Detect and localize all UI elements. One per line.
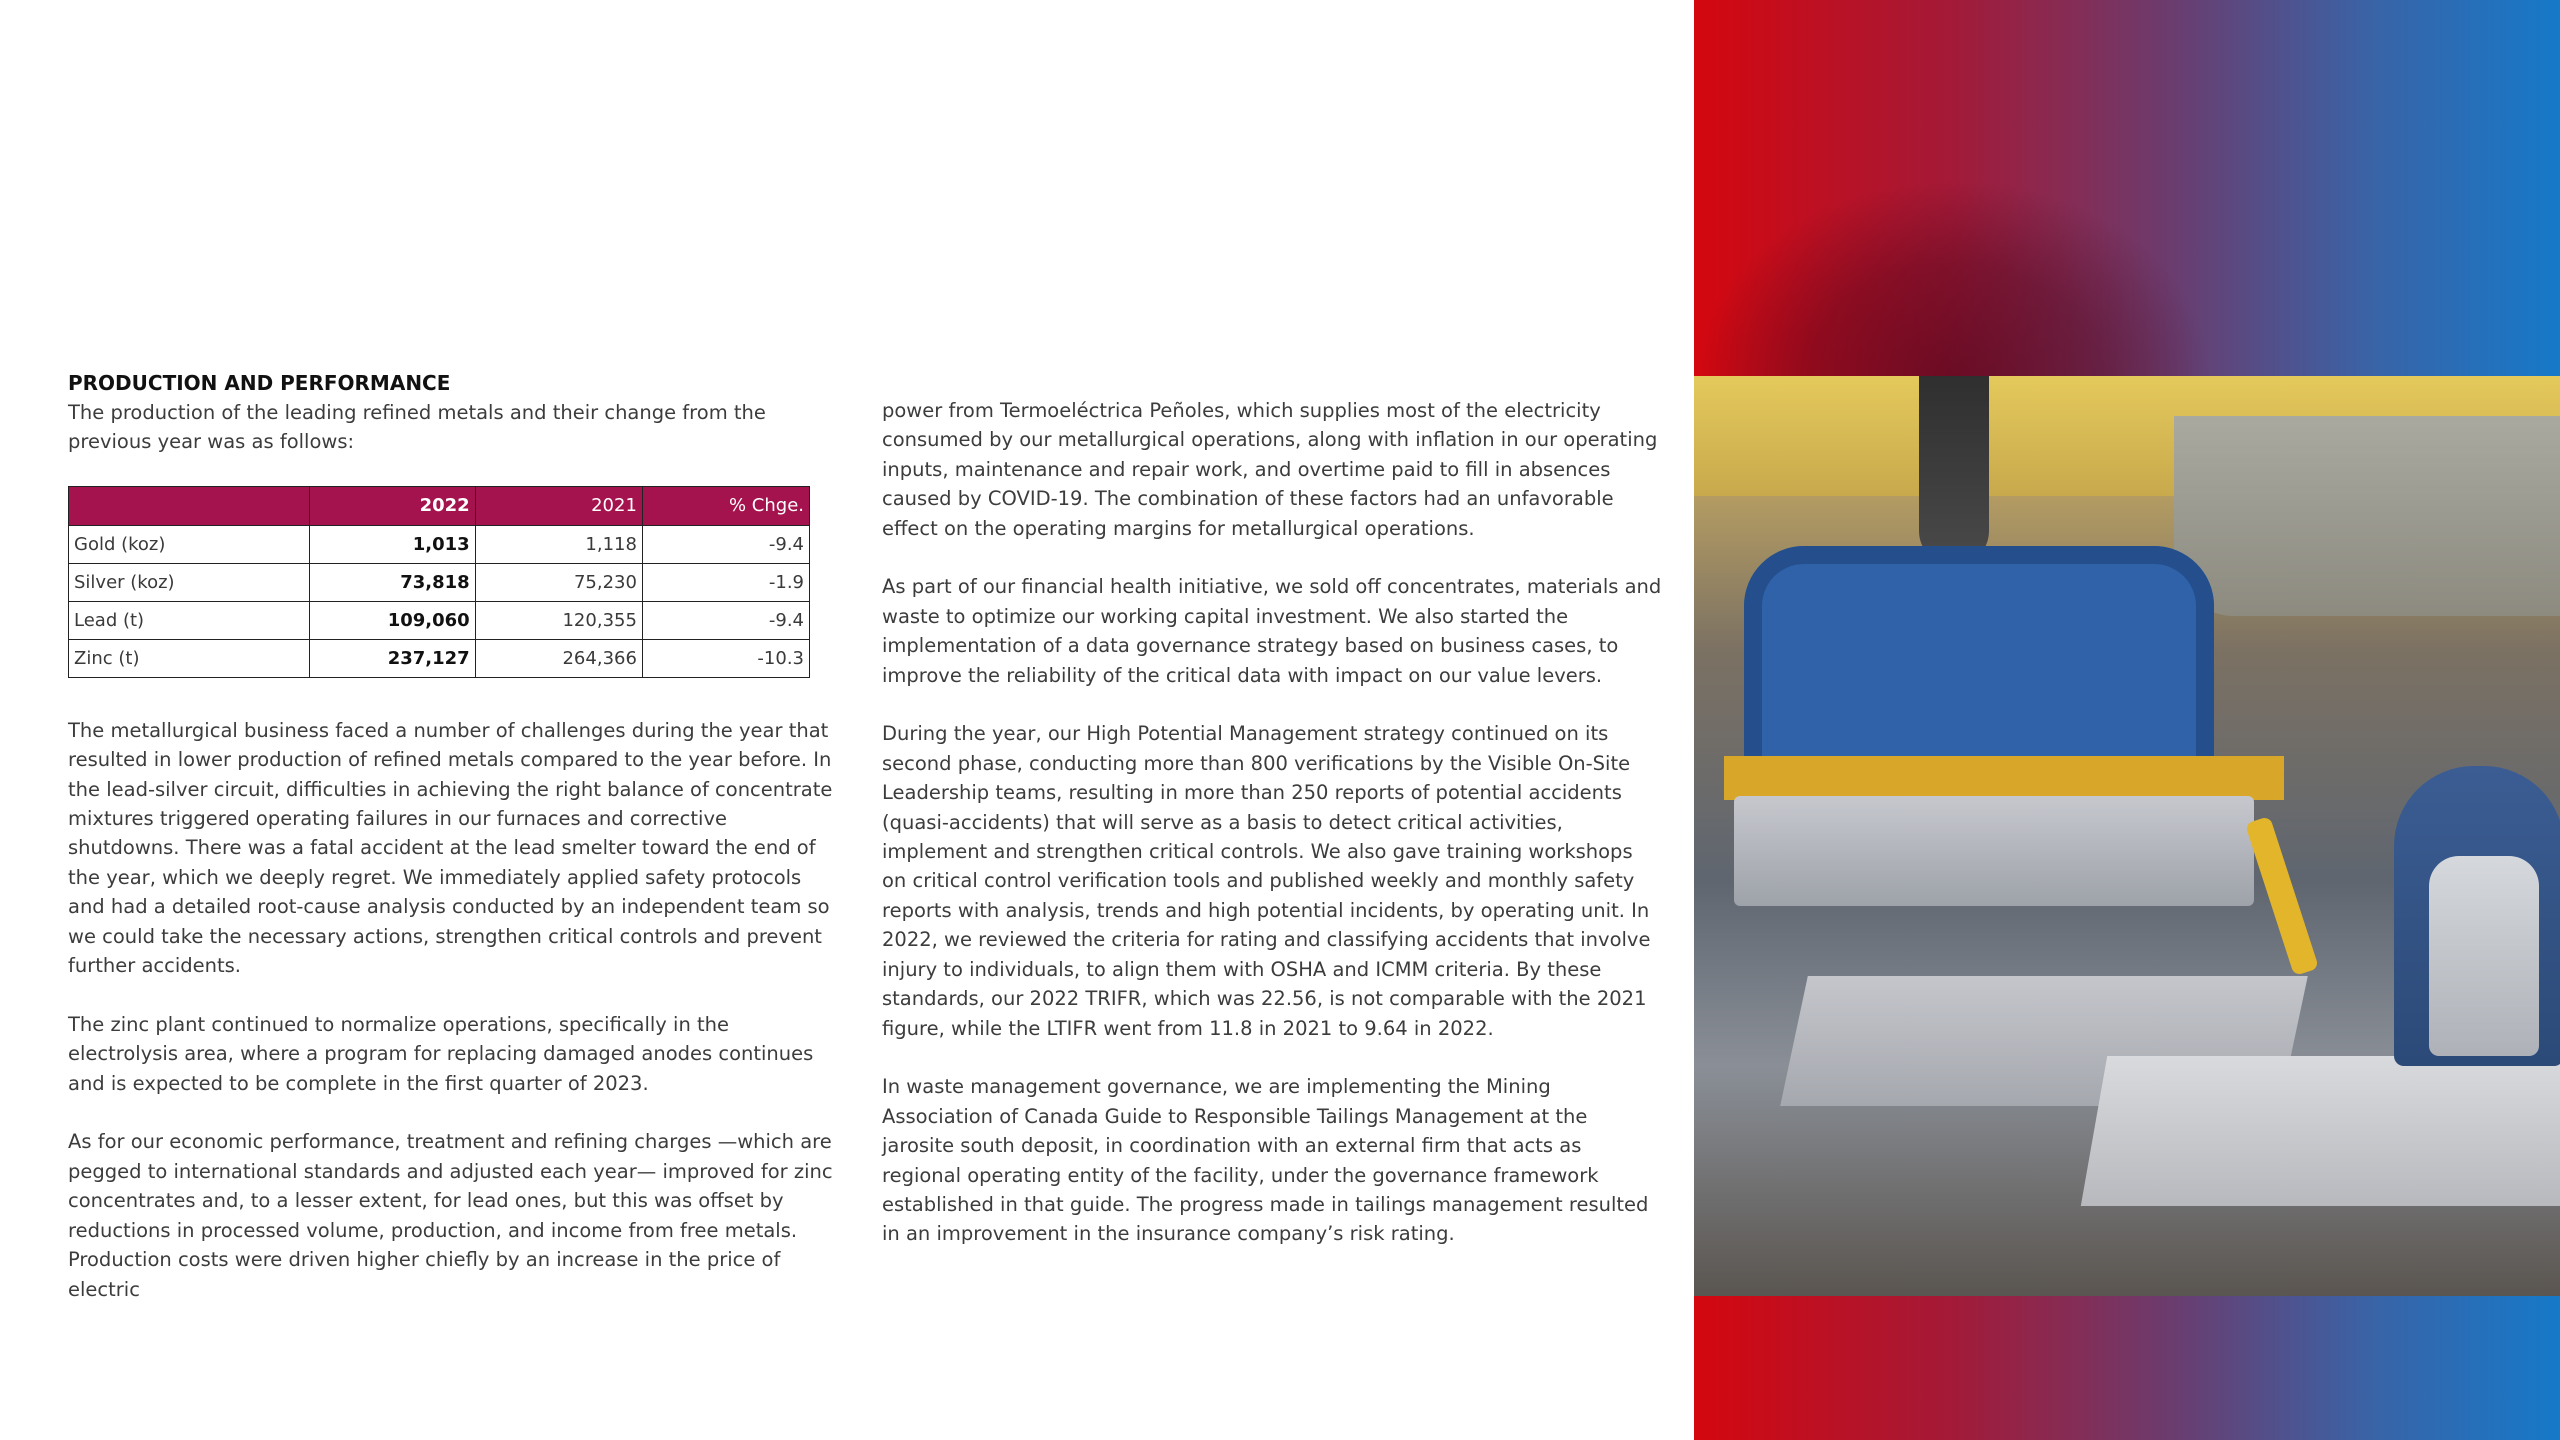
body-paragraph: As for our economic performance, treatment and refining charges —which are pegged to international standards and adjusted each year— improved for zinc concentrates and, to a lesser extent, for lead ones, but this was offset by reductions in processed volume, production, and income from free metals. Production costs were driven higher chiefly by an increase in the price of electric [68,1130,833,1301]
production-table [68,486,810,678]
table-cell-label: Silver (koz) [69,563,310,601]
table-cell-label: Zinc (t) [69,639,310,677]
halftone-decoration [1694,178,2214,378]
table-header-blank [69,486,310,525]
anode-plate-shape [1734,796,2254,906]
table-cell-2022: 237,127 [310,639,475,677]
section-title: PRODUCTION AND PERFORMANCE [68,371,451,395]
gradient-side-panel [1694,0,2560,1440]
table-row [69,601,810,639]
control-pendant-shape [2245,816,2319,976]
body-paragraph: As part of our financial health initiative, we sold off concentrates, materials and waste to optimize our working capital investment. We also started the implementation of a data governance strategy based on business cases, to improve the reliability of the critical data with impact on our value levers. [882,575,1662,687]
table-cell-change: -10.3 [642,639,809,677]
table-cell-change: -1.9 [642,563,809,601]
body-paragraph: The metallurgical business faced a number of challenges during the year that resulted in lower production of refined metals compared to the year before. In the lead-silver circuit, difficulties in achieving the right balance of concentrate mixtures triggered operating failures in our furnaces and corrective shutdowns. There was a fatal accident at the lead smelter toward the end of the year, which we deeply regret. We immediately applied safety protocols and had a detailed root-cause analysis conducted by an independent team so we could take the necessary actions, strengthen critical controls and prevent further accidents. [68,718,833,978]
body-paragraph: The zinc plant continued to normalize operations, specifically in the electrolysis area, where a program for replacing damaged anodes continues and is expected to be complete in the first quarter of 2023. [68,1012,814,1095]
left-column [68,368,833,1304]
table-row [69,639,810,677]
refinery-photo [1694,376,2560,1296]
table-header-change: % Chge. [642,486,809,525]
body-paragraph: power from Termoeléctrica Peñoles, which supplies most of the electricity consumed by our metallurgical operations, along with inflation in our operating inputs, maintenance and repair work, and overtime paid to fill in absences caused by COVID-19. The combination of these factors had an unfavorable effect on the operating margins for metallurgical operations. [882,399,1658,540]
table-cell-label: Lead (t) [69,601,310,639]
table-row [69,525,810,563]
table-cell-2022: 1,013 [310,525,475,563]
crane-beam-shape [2174,416,2560,616]
right-column [882,396,1662,1249]
table-header-row [69,486,810,525]
table-header-2021: 2021 [475,486,642,525]
table-cell-2021: 1,118 [475,525,642,563]
metal-plate-shape [2081,1056,2560,1206]
table-cell-2021: 264,366 [475,639,642,677]
table-cell-2022: 109,060 [310,601,475,639]
worker-apron-shape [2429,856,2539,1056]
body-paragraph: During the year, our High Potential Management strategy continued on its second phase, conducting more than 800 verifications by the Visible On-Site Leadership teams, resulting in more than 250 reports of potential accidents (quasi-accidents) that will serve as a basis to detect critical activities, implement and strengthen critical controls. We also gave training workshops on critical control verification tools and published weekly and monthly safety reports with analysis, trends and high potential incidents, by operating unit. In 2022, we reviewed the criteria for rating and classifying accidents that involve injury to individuals, to align them with OSHA and ICMM criteria. By these standards, our 2022 TRIFR, which was 22.56, is not comparable with the 2021 figure, while the LTIFR went from 11.8 in 2021 to 9.64 in 2022. [882,722,1651,1040]
yellow-rail-shape [1724,756,2284,800]
table-cell-2021: 120,355 [475,601,642,639]
body-paragraph: In waste management governance, we are implementing the Mining Association of Canada Guide to Responsible Tailings Management at the jarosite south deposit, in coordination with an external firm that acts as regional operating entity of the facility, under the governance framework established in that guide. The progress made in tailings management resulted in an improvement in the insurance company’s risk rating. [882,1075,1649,1246]
table-cell-2022: 73,818 [310,563,475,601]
table-cell-2021: 75,230 [475,563,642,601]
table-cell-change: -9.4 [642,525,809,563]
table-cell-label: Gold (koz) [69,525,310,563]
table-cell-change: -9.4 [642,601,809,639]
intro-paragraph: The production of the leading refined metals and their change from the previous year was as follows: [68,401,766,454]
table-row [69,563,810,601]
table-header-2022: 2022 [310,486,475,525]
crane-hook-shape [1919,376,1989,566]
